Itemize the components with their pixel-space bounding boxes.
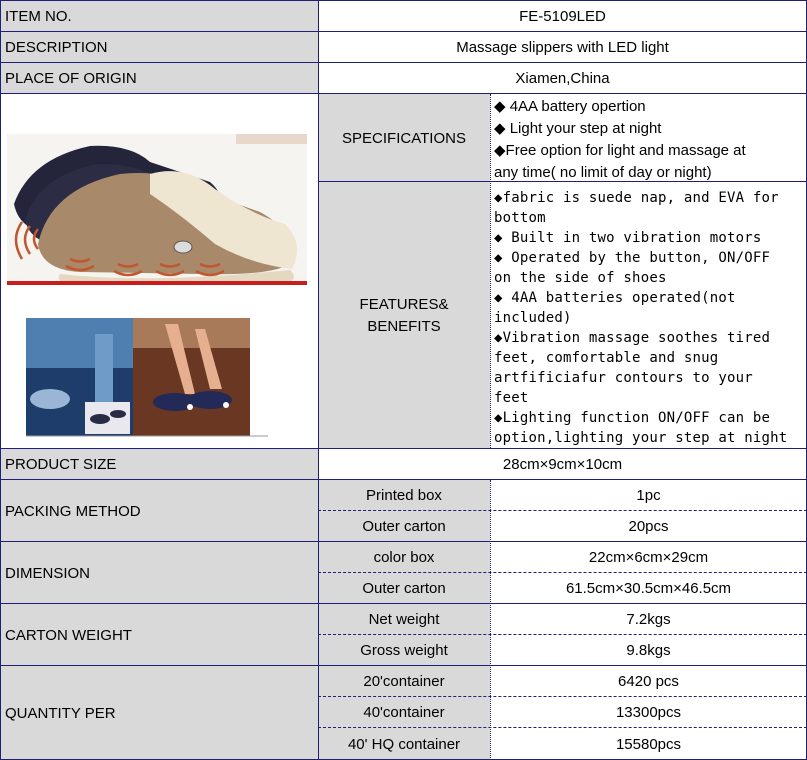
feature-line: artfificiafur contours to your [494, 370, 753, 386]
quantity-sub-label: 40' HQ container [318, 728, 490, 760]
dimension-sub-label: Outer carton [318, 573, 490, 604]
features-label-line1: FEATURES& [359, 295, 449, 313]
features-list [490, 182, 807, 449]
quantity-sub-label: 40'container [318, 697, 490, 728]
quantity-value: 6420 pcs [618, 673, 679, 690]
product-images [0, 94, 318, 449]
spec-line: any time( no limit of day or night) [494, 164, 712, 181]
dimension-value: 22cm×6cm×29cm [588, 549, 709, 566]
feature-line: ◆ Operated by the button, ON/OFF [494, 250, 771, 266]
feature-line: ◆Vibration massage soothes tired [494, 330, 771, 346]
carton-weight-label: CARTON WEIGHT [0, 604, 318, 666]
feature-line: feet, comfortable and snug [494, 350, 719, 366]
feature-line: ◆Lighting function ON/OFF can be [494, 410, 771, 426]
quantity-value: 13300pcs [615, 704, 682, 721]
carton-weight-sub-label: Net weight [318, 604, 490, 635]
feature-line: ◆ 4AA batteries operated(not [494, 290, 736, 306]
spec-line: ◆ 4AA battery opertion [494, 98, 646, 115]
feature-line: option,lighting your step at night [494, 430, 788, 446]
description-value: Massage slippers with LED light [456, 39, 669, 56]
dimension-value: 61.5cm×30.5cm×46.5cm [565, 580, 732, 597]
slipper-product-photo [0, 94, 318, 449]
item-no-value: FE-5109LED [519, 7, 606, 25]
dimension-sub-label: color box [318, 542, 490, 573]
carton-weight-value: 7.2kgs [626, 611, 671, 628]
specifications-list [490, 94, 807, 182]
spec-line: ◆ Light your step at night [494, 120, 662, 137]
feature-line: on the side of shoes [494, 270, 667, 286]
feature-line: ◆fabric is suede nap, and EVA for [494, 190, 779, 206]
dimension-label: DIMENSION [0, 542, 318, 604]
quantity-value: 15580pcs [615, 735, 682, 753]
carton-weight-sub-label: Gross weight [318, 635, 490, 666]
packing-sub-label: Outer carton [318, 511, 490, 542]
features-label-line2: BENEFITS [367, 317, 441, 335]
description-label: DESCRIPTION [0, 32, 318, 63]
product-size-label: PRODUCT SIZE [0, 449, 318, 480]
packing-method-label: PACKING METHOD [0, 480, 318, 542]
feature-line: feet [494, 390, 529, 406]
feature-line: bottom [494, 210, 546, 226]
packing-value: 1pc [636, 487, 661, 504]
feature-line: included) [494, 310, 572, 326]
carton-weight-value: 9.8kgs [626, 642, 671, 659]
place-of-origin-value: Xiamen,China [515, 70, 610, 87]
specifications-label: SPECIFICATIONS [318, 94, 490, 182]
quantity-per-label: QUANTITY PER [0, 666, 318, 760]
packing-value: 20pcs [628, 518, 669, 535]
item-no-label: ITEM NO. [0, 0, 318, 32]
spec-line: ◆Free option for light and massage at [494, 142, 746, 159]
product-size-value: 28cm×9cm×10cm [502, 456, 623, 473]
quantity-sub-label: 20'container [318, 666, 490, 697]
packing-sub-label: Printed box [318, 480, 490, 511]
feature-line: ◆ Built in two vibration motors [494, 230, 762, 246]
features-label [318, 182, 490, 449]
place-of-origin-label: PLACE OF ORIGIN [0, 63, 318, 94]
